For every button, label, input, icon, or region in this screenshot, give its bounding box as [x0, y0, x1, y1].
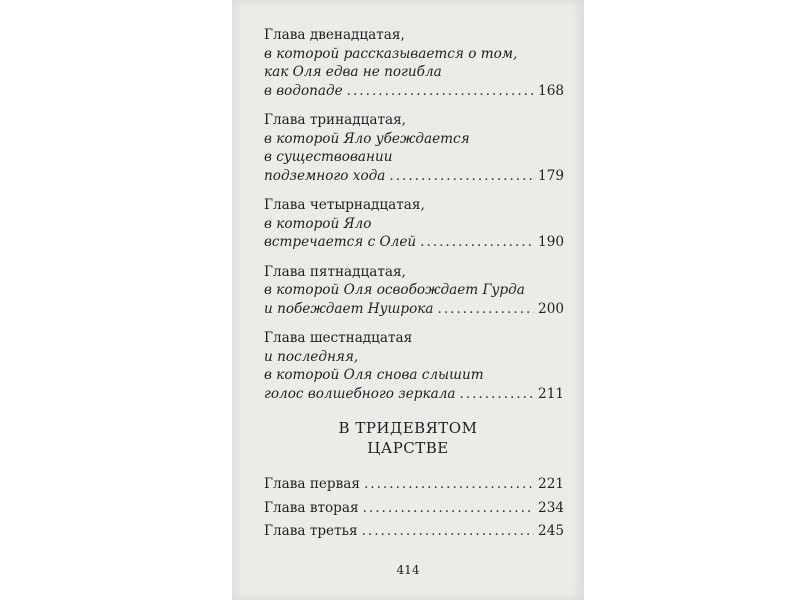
chapter-subtitle-line: и последняя,: [264, 348, 359, 365]
section-title: В ТРИДЕВЯТОМ ЦАРСТВЕ: [338, 419, 478, 457]
page-ref: 179: [538, 167, 564, 184]
dot-leader: [364, 475, 534, 494]
chapter-title: Глава шестнадцатая: [264, 330, 413, 346]
dot-leader: [420, 233, 534, 252]
table-of-contents: [264, 26, 564, 414]
toc-entry: [264, 26, 564, 100]
chapter-title: Глава первая: [264, 476, 360, 492]
toc-entry: [264, 329, 564, 403]
toc-entry: [264, 522, 564, 541]
toc-leader-line: [264, 233, 564, 252]
toc-leader-line: [264, 167, 564, 186]
dot-leader: [363, 499, 534, 518]
chapter-subtitle-line: в которой Яло убеждается: [264, 130, 470, 147]
toc-leader-line: [264, 385, 564, 404]
dot-leader: [459, 385, 534, 404]
chapter-title: Глава пятнадцатая,: [264, 263, 406, 280]
dot-leader: [438, 300, 535, 319]
chapter-title: Глава двенадцатая,: [264, 27, 405, 43]
dot-leader: [362, 522, 534, 541]
toc-entry: [264, 475, 564, 494]
chapter-subtitle-line: подземного хода: [264, 167, 386, 184]
chapter-subtitle-line: в которой Яло: [264, 215, 372, 232]
chapter-subtitle-line: в существовании: [264, 149, 393, 165]
chapter-subtitle-line: в которой Оля снова слышит: [264, 367, 484, 383]
section-contents: [264, 475, 564, 546]
page-ref: 211: [538, 385, 564, 402]
chapter-subtitle-line: в которой рассказывается о том,: [264, 45, 518, 62]
chapter-subtitle-line: встречается с Олей: [264, 234, 417, 250]
chapter-title: Глава третья: [264, 523, 358, 539]
chapter-title: Глава тринадцатая,: [264, 112, 407, 128]
chapter-title: Глава четырнадцатая,: [264, 197, 425, 213]
chapter-subtitle-line: как Оля едва не погибла: [264, 64, 442, 80]
dot-leader: [347, 82, 534, 101]
chapter-subtitle-line: в которой Оля освобождает Гурда: [264, 282, 525, 298]
toc-entry: [264, 263, 564, 319]
chapter-subtitle-line: голос волшебного зеркала: [264, 385, 456, 402]
book-page: [232, 0, 584, 600]
page-ref: 234: [538, 499, 564, 516]
chapter-title: Глава вторая: [264, 499, 359, 516]
toc-entry: [264, 111, 564, 185]
page-ref: 221: [538, 476, 564, 492]
toc-entry: [264, 196, 564, 252]
chapter-subtitle-line: в водопаде: [264, 82, 343, 99]
chapter-subtitle-line: и побеждает Нушрока: [264, 300, 434, 317]
page-ref: 190: [538, 234, 564, 250]
toc-entry: [264, 499, 564, 518]
dot-leader: [389, 167, 534, 186]
page-number: 414: [396, 563, 420, 577]
page-ref: 245: [538, 523, 564, 539]
toc-leader-line: [264, 82, 564, 101]
page-ref: 168: [538, 82, 564, 99]
toc-leader-line: [264, 300, 564, 319]
page-ref: 200: [538, 300, 564, 317]
